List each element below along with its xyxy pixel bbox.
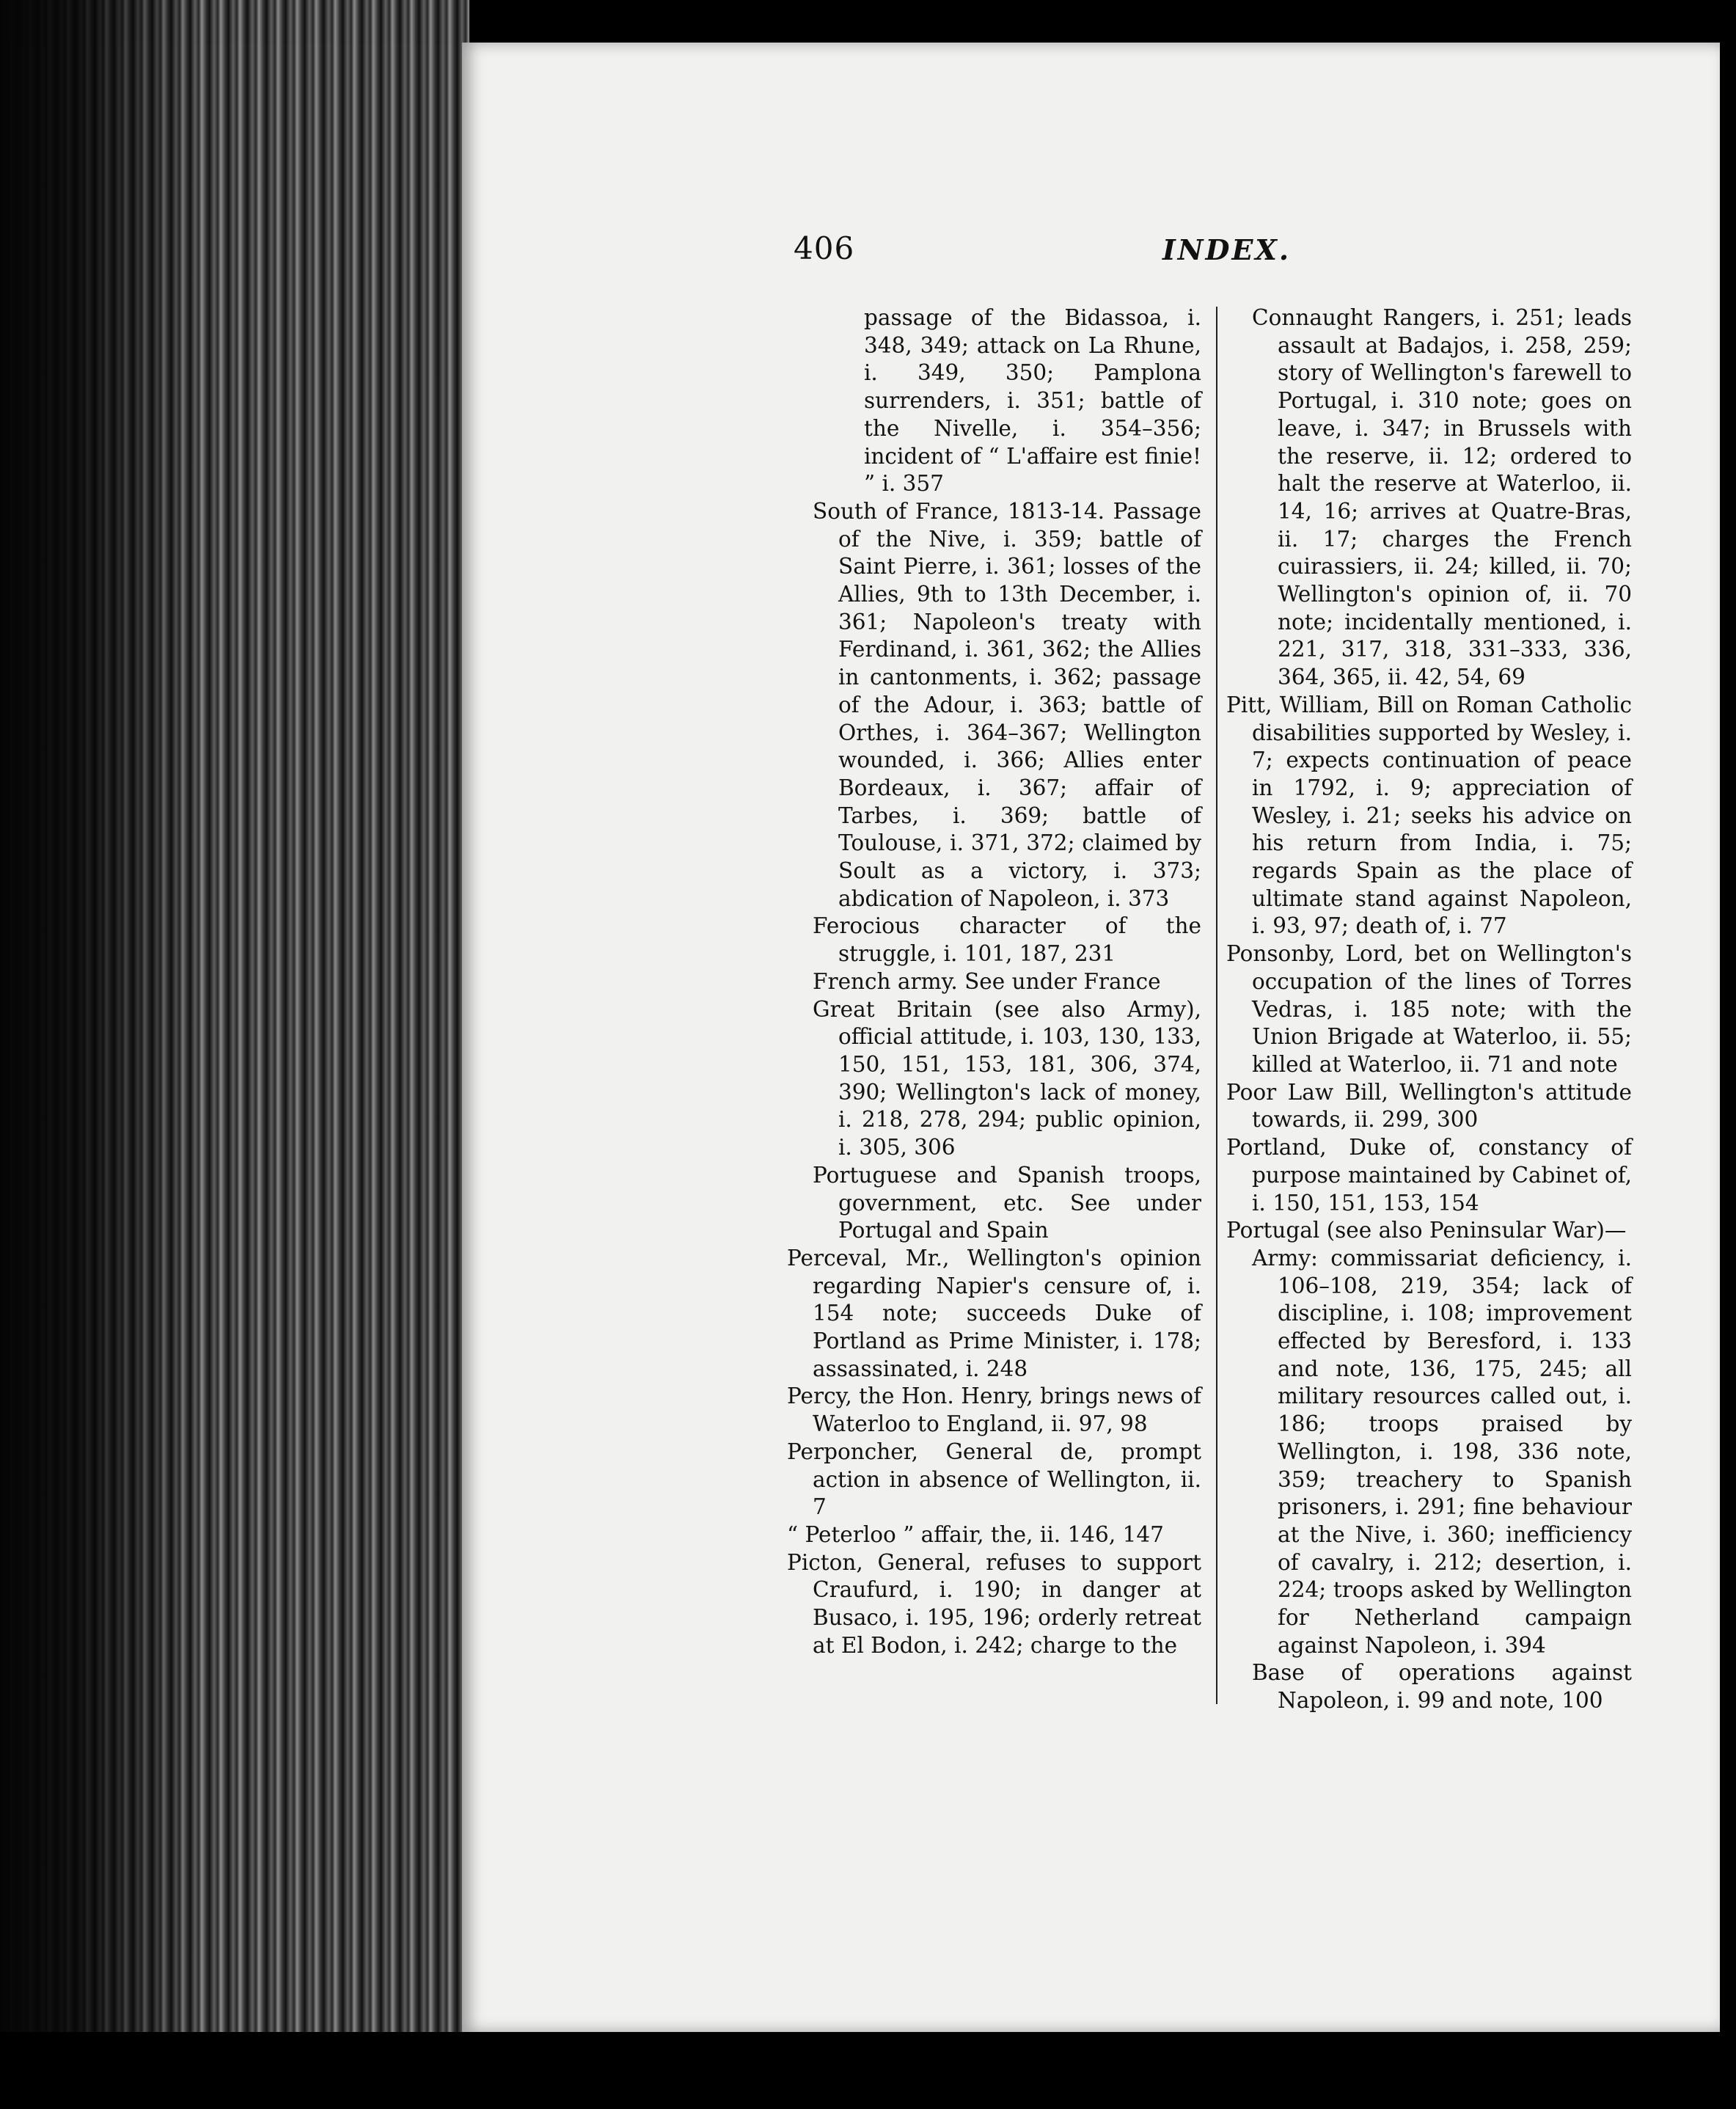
index-entry: “ Peterloo ” affair, the, ii. 146, 147 <box>787 1521 1164 1547</box>
index-entry: French army. See under France <box>813 968 1161 994</box>
running-head: INDEX. <box>1162 233 1292 266</box>
index-entry: Army: commissariat deficiency, i. 106–108, 219, 354; lack of discipline, i. 108; improvement effected by Beresford, i. 133 and note, 136, 175, 245; all military resources called out, i. 186; troops praised by Wellington, i. 198, 336 note, 359; treachery to Spanish prisoners, i. 291; fine behaviour at the Nive, i. 360; inefficiency of cavalry, i. 212; desertion, i. 224; troops asked by Wellington for Netherland campaign against Napoleon, i. 394 <box>1252 1245 1632 1658</box>
index-entry: Great Britain (see also Army), official attitude, i. 103, 130, 133, 150, 151, 153, 181, 306, 374, 390; Wellington's lack of money, i. 218, 278, 294; public opinion, i. 305, 306 <box>813 996 1201 1161</box>
scan-border-right <box>1720 0 1736 2109</box>
column-divider <box>1216 307 1217 1704</box>
index-entry: Percy, the Hon. Henry, brings news of Waterloo to England, ii. 97, 98 <box>787 1384 1201 1437</box>
index-entry: passage of the Bidassoa, i. 348, 349; attack on La Rhune, i. 349, 350; Pamplona surrenders, i. 351; battle of the Nivelle, i. 354–356; incident of “ L'affaire est finie! ” i. 357 <box>864 305 1201 497</box>
index-entry: South of France, 1813-14. Passage of the Nive, i. 359; battle of Saint Pierre, i. 361; losses of the Allies, 9th to 13th December, i. 361; Napoleon's treaty with Ferdinand, i. 361, 362; the Allies in cantonments, i. 362; passage of the Adour, i. 363; battle of Orthes, i. 364–367; Wellington wounded, i. 366; Allies enter Bordeaux, i. 367; affair of Tarbes, i. 369; battle of Toulouse, i. 371, 372; claimed by Soult as a victory, i. 373; abdication of Napoleon, i. 373 <box>813 498 1201 911</box>
index-entry: Picton, General, refuses to support Craufurd, i. 190; in danger at Busaco, i. 195, 196; orderly retreat at El Bodon, i. 242; charge to the <box>787 1549 1201 1658</box>
index-column-right <box>1226 304 1632 1715</box>
index-entry: Connaught Rangers, i. 251; leads assault at Badajos, i. 258, 259; story of Wellington's farewell to Portugal, i. 310 note; goes on leave, i. 347; in Brussels with the reserve, ii. 12; ordered to halt the reserve at Waterloo, ii. 14, 16; arrives at Quatre-Bras, ii. 17; charges the French cuirassiers, ii. 24; killed, ii. 70; Wellington's opinion of, ii. 70 note; incidentally mentioned, i. 221, 317, 318, 331–333, 336, 364, 365, ii. 42, 54, 69 <box>1252 305 1632 690</box>
index-entry: Pitt, William, Bill on Roman Catholic disabilities supported by Wesley, i. 7; expects continuation of peace in 1792, i. 9; appreciation of Wesley, i. 21; seeks his advice on his return from India, i. 75; regards Spain as the place of ultimate stand against Napoleon, i. 93, 97; death of, i. 77 <box>1226 692 1632 939</box>
index-entry: Base of operations against Napoleon, i. 99 and note, 100 <box>1252 1660 1632 1714</box>
scan-shadow <box>0 0 191 2109</box>
index-entry: Portugal (see also Peninsular War)— <box>1226 1218 1627 1243</box>
index-column-left <box>787 304 1201 1659</box>
index-entry: Portland, Duke of, constancy of purpose maintained by Cabinet of, i. 150, 151, 153, 154 <box>1226 1135 1632 1216</box>
index-entry: Portuguese and Spanish troops, government, etc. See under Portugal and Spain <box>813 1162 1201 1243</box>
index-entry: Perceval, Mr., Wellington's opinion regarding Napier's censure of, i. 154 note; succeeds Duke of Portland as Prime Minister, i. 178; assassinated, i. 248 <box>787 1245 1201 1381</box>
index-entry: Ferocious character of the struggle, i. 101, 187, 231 <box>813 913 1201 967</box>
index-entry: Ponsonby, Lord, bet on Wellington's occupation of the lines of Torres Vedras, i. 185 note; with the Union Brigade at Waterloo, ii. 55; killed at Waterloo, ii. 71 and note <box>1226 941 1632 1077</box>
index-entry: Perponcher, General de, prompt action in absence of Wellington, ii. 7 <box>787 1439 1201 1520</box>
index-entry: Poor Law Bill, Wellington's attitude towards, ii. 299, 300 <box>1226 1079 1632 1133</box>
page-number: 406 <box>794 230 855 266</box>
scan-border-bottom <box>0 2032 1736 2109</box>
